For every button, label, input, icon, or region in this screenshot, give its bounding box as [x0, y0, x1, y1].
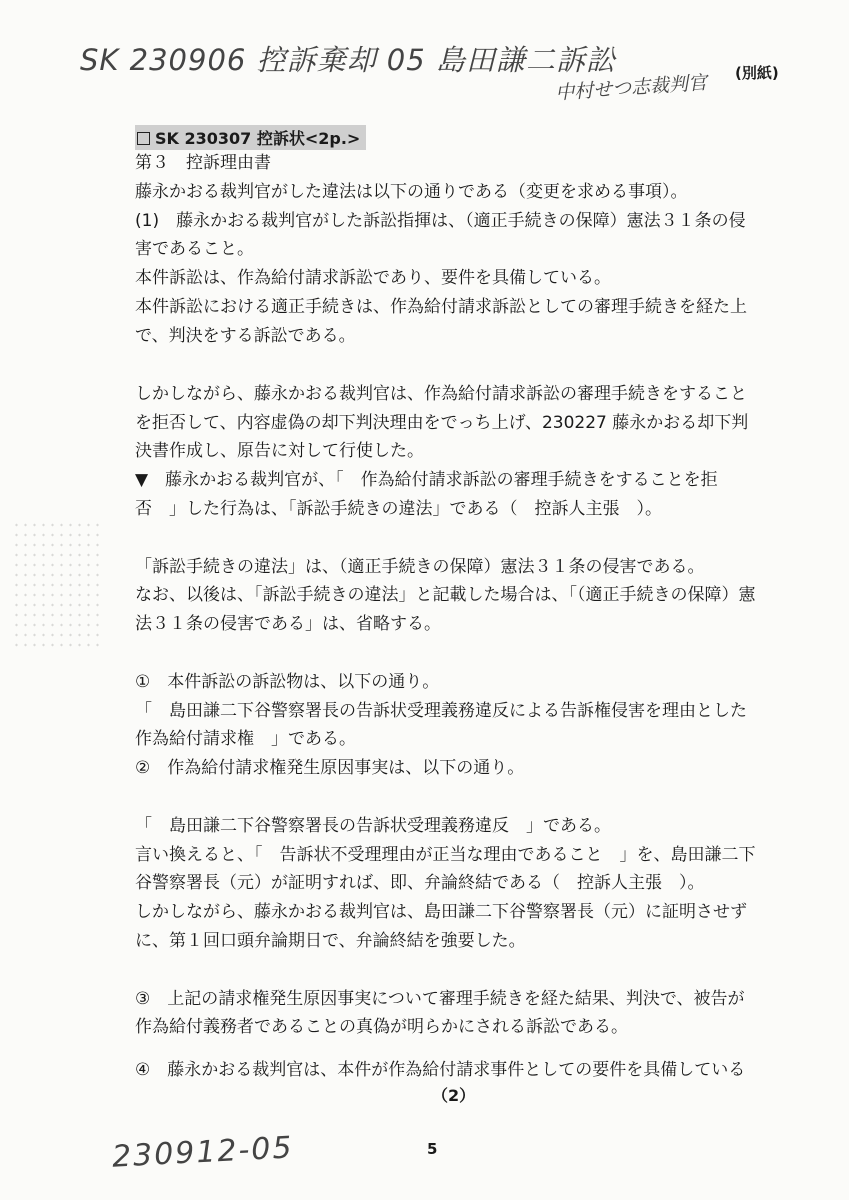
body-line-16: ① 本件訴訟の訴訟物は、以下の通り。 — [135, 672, 440, 692]
body-line-19: ② 作為給付請求権発生原因事実は、以下の通り。 — [135, 758, 525, 778]
handwritten-date-code: 230912-05 — [111, 1130, 295, 1175]
body-line-15: 法３１条の侵害である」は、省略する。 — [135, 614, 441, 634]
body-line-6: 本件訴訟における適正手続きは、作為給付請求訴訟としての審理手続きを経た上 — [135, 297, 747, 317]
body-line-1: 第３ 控訴理由書 — [135, 153, 271, 173]
body-line-11: ▼ 藤永かおる裁判官が、「 作為給付請求訴訟の審理手続きをすることを拒 — [135, 470, 718, 490]
body-line-22: 谷警察署長（元）が証明すれば、即、弁論終結である（ 控訴人主張 ）。 — [135, 873, 705, 893]
body-line-25: ③ 上記の請求権発生原因事実について審理手続きを経た結果、判決で、被告が — [135, 989, 745, 1009]
body-line-21: 言い換えると、「 告訴状不受理理由が正当な理由であること 」を、島田謙二下 — [135, 845, 756, 865]
handwritten-case-note: SK 230906 控訴棄却 05 島田謙二訴訟 — [80, 43, 616, 77]
body-line-20: 「 島田謙二下谷警察署長の告訴状受理義務違反 」である。 — [135, 816, 611, 836]
body-line-2: 藤永かおる裁判官がした違法は以下の通りである（変更を求める事項）。 — [135, 182, 688, 202]
body-line-23: しかしながら、藤永かおる裁判官は、島田謙二下谷警察署長（元）に証明させず — [135, 902, 747, 922]
body-line-24: に、第１回口頭弁論期日で、弁論終結を強要した。 — [135, 931, 526, 951]
body-line-13: 「訴訟手続きの違法」は、（適正手続きの保障）憲法３１条の侵害である。 — [135, 557, 705, 577]
body-line-10: 決書作成し、原告に対して行使した。 — [135, 441, 424, 461]
handwritten-judge-name: 中村せつ志裁判官 — [554, 71, 708, 105]
body-line-9: を拒否して、内容虚偽の却下判決理由をでっち上げ、230227 藤永かおる却下判 — [135, 413, 749, 433]
attachment-label: (別紙) — [735, 64, 779, 82]
body-line-4: 害であること。 — [135, 239, 254, 259]
body-line-27: ④ 藤永かおる裁判官は、本件が作為給付請求事件としての要件を具備している — [135, 1060, 746, 1080]
body-line-5: 本件訴訟は、作為給付請求訴訟であり、要件を具備している。 — [135, 268, 611, 288]
document-title-text: SK 230307 控訴状<2p.> — [155, 129, 361, 148]
scan-artifact — [12, 520, 102, 650]
body-line-8: しかしながら、藤永かおる裁判官は、作為給付請求訴訟の審理手続きをすること — [135, 384, 747, 404]
body-line-3: (1) 藤永かおる裁判官がした訴訟指揮は、（適正手続きの保障）憲法３１条の侵 — [135, 211, 746, 231]
page-number: 5 — [427, 1140, 438, 1158]
body-line-7: で、判決をする訴訟である。 — [135, 326, 356, 346]
body-line-14: なお、以後は、「訴訟手続きの違法」と記載した場合は、「（適正手続きの保障）憲 — [135, 585, 756, 605]
document-title — [135, 125, 366, 150]
page-indicator: （2） — [432, 1086, 476, 1105]
body-line-12: 否 」した行為は、「訴訟手続きの違法」である（ 控訴人主張 ）。 — [135, 499, 662, 519]
checkbox-icon — [137, 132, 150, 145]
body-line-26: 作為給付義務者であることの真偽が明らかにされる訴訟である。 — [135, 1017, 628, 1037]
body-line-18: 作為給付請求権 」である。 — [135, 729, 356, 749]
body-line-17: 「 島田謙二下谷警察署長の告訴状受理義務違反による告訴権侵害を理由とした — [135, 701, 747, 721]
